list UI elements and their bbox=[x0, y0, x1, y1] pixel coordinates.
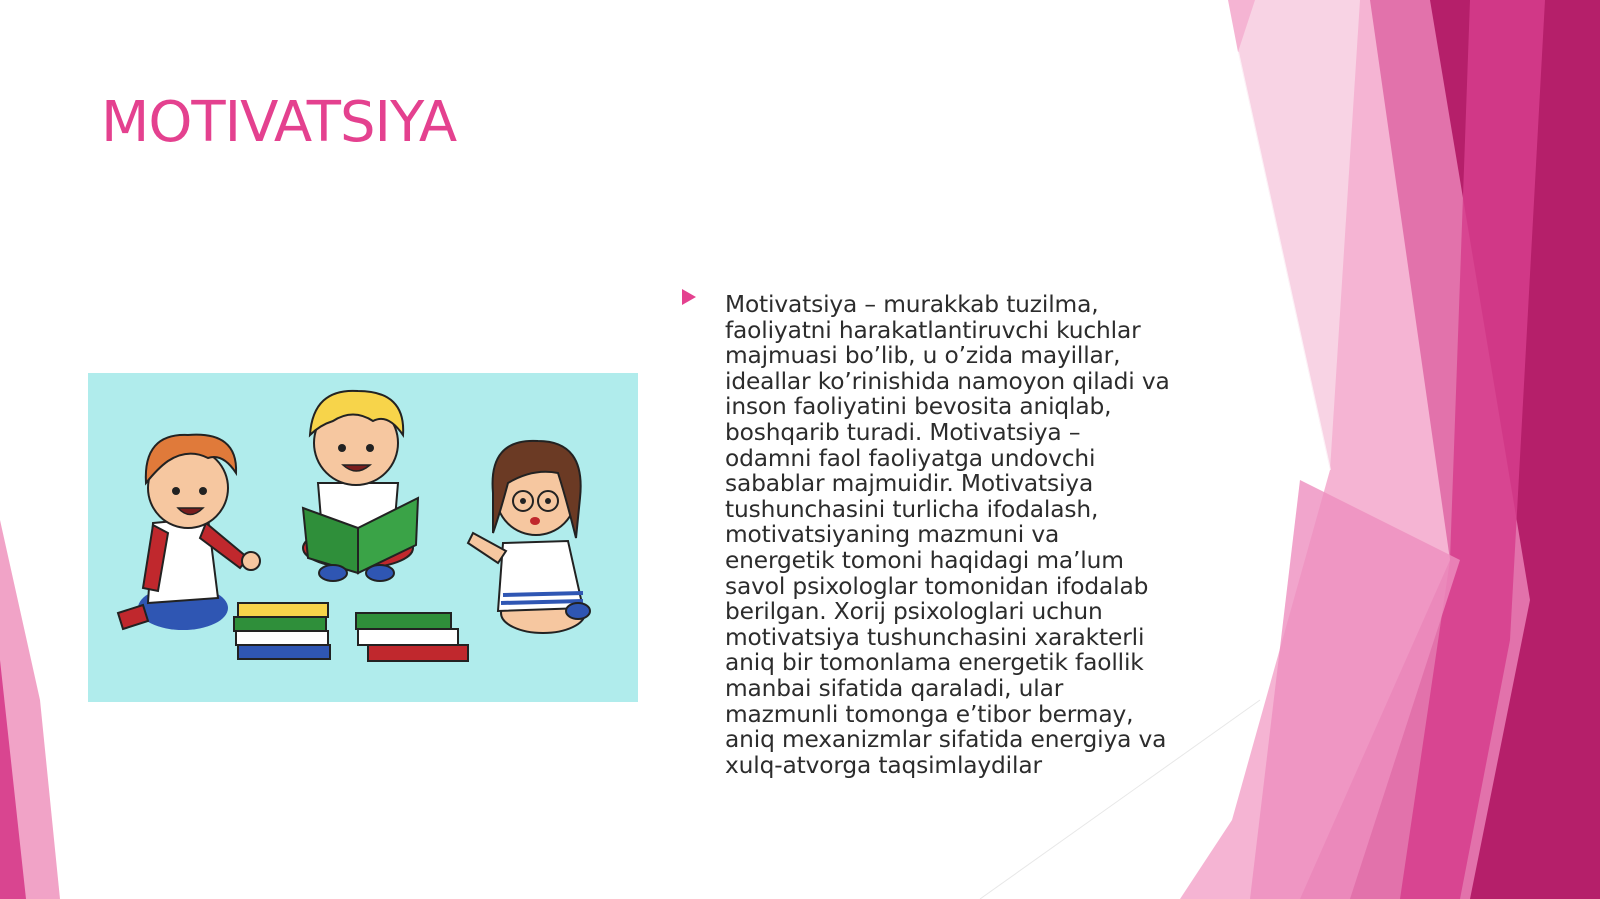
triangle-bullet-icon bbox=[682, 289, 696, 305]
slide-title: MOTIVATSIYA bbox=[101, 90, 457, 155]
body-line: aniq mexanizmlar sifatida energiya va bbox=[725, 726, 1167, 754]
body-line: sabablar majmuidir. Motivatsiya bbox=[725, 470, 1094, 498]
body-line: manbai sifatida qaraladi, ular bbox=[725, 674, 1064, 702]
body-line: majmuasi bo’lib, u o’zida mayillar, bbox=[725, 342, 1121, 370]
body-line: boshqarib turadi. Motivatsiya – bbox=[725, 418, 1081, 446]
body-line: xulq-atvorga taqsimlaydilar bbox=[725, 751, 1042, 779]
body-line: odamni faol faoliyatga undovchi bbox=[725, 444, 1096, 472]
right-book-stack bbox=[356, 613, 468, 661]
body-line: motivatsiyaning mazmuni va bbox=[725, 521, 1060, 549]
body-line: ideallar ko’rinishida namoyon qiladi va bbox=[725, 367, 1170, 395]
body-line: savol psixologlar tomonidan ifodalab bbox=[725, 572, 1149, 600]
body-line: mazmunli tomonga e’tibor bermay, bbox=[725, 700, 1134, 728]
children-reading-illustration bbox=[88, 373, 638, 702]
body-line: Motivatsiya – murakkab tuzilma, bbox=[725, 291, 1099, 318]
body-line: aniq bir tomonlama energetik faollik bbox=[725, 649, 1144, 677]
body-line: berilgan. Xorij psixologlari uchun bbox=[725, 598, 1103, 626]
body-line: faoliyatni harakatlantiruvchi kuchlar bbox=[725, 316, 1141, 344]
left-book-stack bbox=[234, 603, 330, 659]
body-line: tushunchasini turlicha ifodalash, bbox=[725, 495, 1099, 523]
body-paragraph bbox=[725, 292, 1215, 778]
body-line: energetik tomoni haqidagi ma’lum bbox=[725, 546, 1124, 574]
body-line: motivatsiya tushunchasini xarakterli bbox=[725, 623, 1145, 651]
body-line: inson faoliyatini bevosita aniqlab, bbox=[725, 393, 1112, 421]
